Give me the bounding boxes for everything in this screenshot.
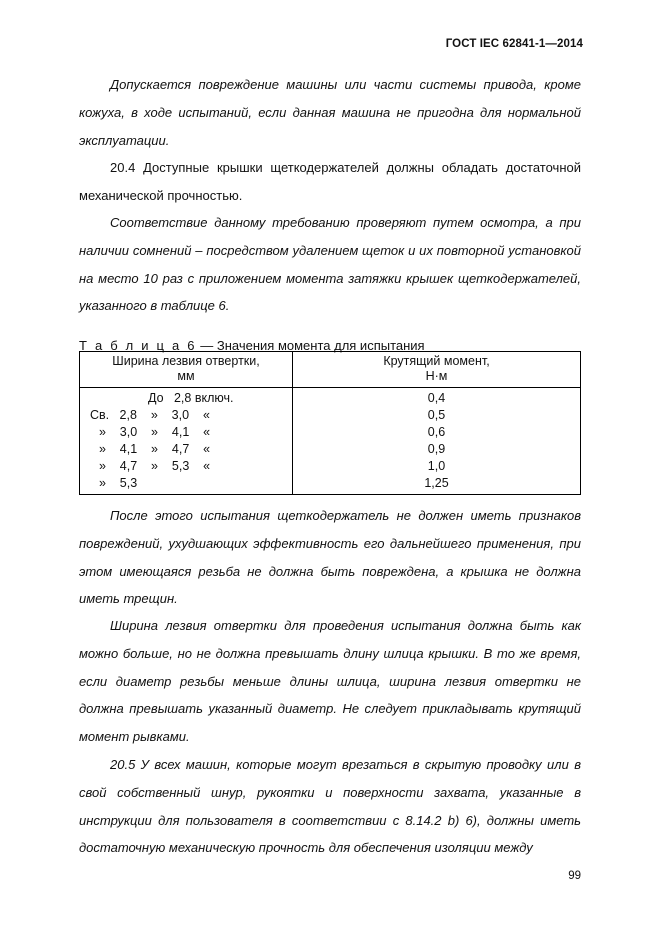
table-row-torque: 0,6 (427, 425, 446, 439)
col1-header-line1: Ширина лезвия отвертки, (112, 354, 260, 368)
paragraph-damage-allowed: Допускается повреждение машины или части системы привода, кроме кожуха, в ходе испытаний, если данная машина не пригодна для нормальной эксплуатации. (79, 77, 581, 148)
table-row-torque: 0,9 (427, 442, 446, 456)
page-number: 99 (568, 870, 581, 882)
torque-cell (293, 388, 581, 495)
table-row-width: » 4,1 » 4,7 « (92, 442, 211, 456)
paragraph-20-4: 20.4 Доступные крышки щеткодержателей должны обладать достаточной механической прочностью. (79, 160, 581, 203)
col2-header-line1: Крутящий момент, (383, 354, 490, 368)
col-header-torque (293, 352, 581, 388)
table-row-width: Св. 2,8 » 3,0 « (90, 408, 210, 422)
torque-table (79, 351, 581, 495)
blade-width-cell (80, 388, 293, 495)
col-header-blade-width (80, 352, 293, 388)
table-body-row (80, 388, 581, 495)
table-row-width: » 4,7 » 5,3 « (92, 459, 211, 473)
paragraph-blade-width: Ширина лезвия отвертки для проведения испытания должна быть как можно больше, но не должна превышать длину шлица крышки. В то же время, если диаметр резьбы меньше длины шлица, ширина лезвия отвертки не должна превышать указанный диаметр. Не следует прикладывать крутящий момент рывками. (79, 618, 581, 745)
paragraph-compliance-check: Соответствие данному требованию проверяют путем осмотра, а при наличии сомнений – посредством удалением щеток и их повторной установкой на место 10 раз с приложением момента затяжки крышек щеткодержателей, указанного в таблице 6. (79, 215, 581, 314)
table-caption-label: Т а б л и ц а 6 (79, 338, 197, 353)
col2-header-line2: Н·м (425, 369, 448, 383)
table-row-width: До 2,8 включ. (148, 391, 234, 405)
table-header-row (80, 352, 581, 388)
table-row-width: » 5,3 (92, 476, 138, 490)
table-row-torque: 0,4 (427, 391, 446, 405)
paragraph-after-test: После этого испытания щеткодержатель не должен иметь признаков повреждений, ухудшающих эффективность его дальнейшего применения, при этом имеющаяся резьба не должна быть повреждена, а крышка не должна иметь трещин. (79, 508, 581, 607)
paragraph-20-5: 20.5 У всех машин, которые могут врезаться в скрытую проводку или в свой собственный шнур, рукоятки и поверхности захвата, указанные в инструкции для пользователя в соответствии с 8.14.2 b) 6), должны иметь достаточную механическую прочность для обеспечения изоляции между (79, 757, 581, 856)
table-row-torque: 0,5 (427, 408, 446, 422)
table-row-width: » 3,0 » 4,1 « (92, 425, 211, 439)
col1-header-line2: мм (177, 369, 195, 383)
document-code: ГОСТ IEC 62841-1—2014 (445, 38, 583, 50)
table-caption-text: — Значения момента для испытания (196, 338, 425, 353)
table-row-torque: 1,25 (424, 476, 449, 490)
table-row-torque: 1,0 (427, 459, 446, 473)
